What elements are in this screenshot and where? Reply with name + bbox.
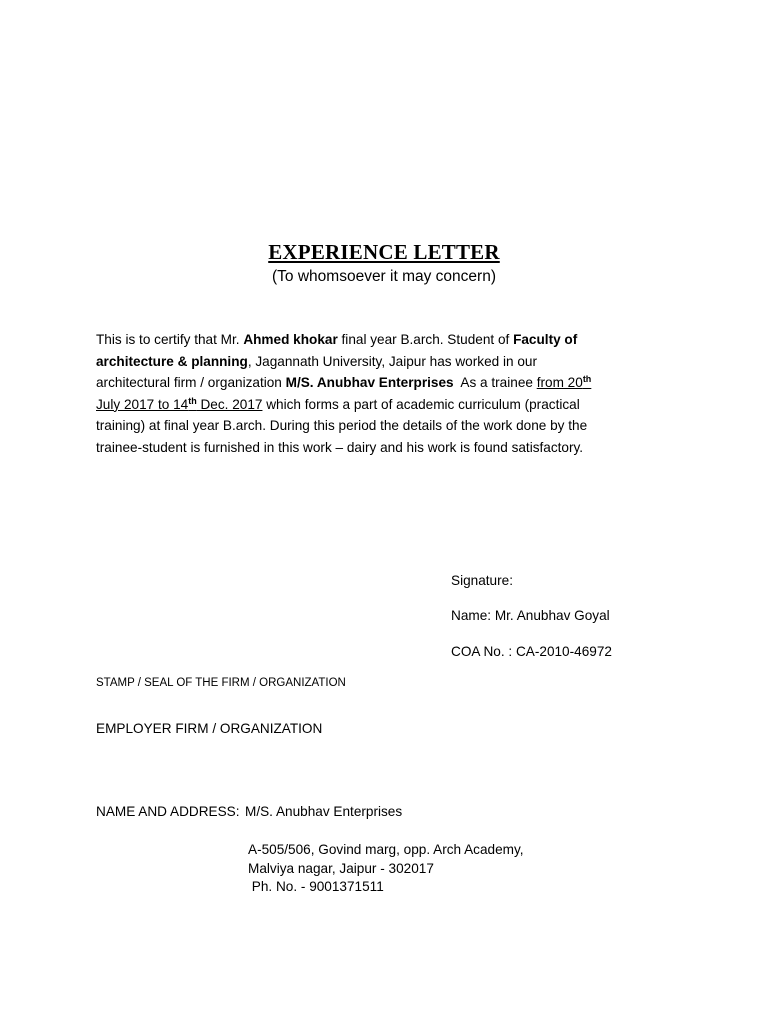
body-text: July 2017 to 14 [96, 396, 189, 412]
body-line-5: training) at final year B.arch. During this period the details of the work done by the [96, 418, 588, 434]
employer-label: EMPLOYER FIRM / ORGANIZATION [96, 721, 323, 736]
body-text: Dec. 2017 [196, 396, 263, 412]
body-text: which forms a part of academic curriculum (practical [262, 396, 580, 412]
name-address-label: NAME AND ADDRESS: [96, 804, 240, 819]
student-name: Ahmed khokar [243, 332, 338, 347]
body-line-3 [96, 372, 616, 394]
training-period [96, 397, 262, 412]
firm-name: M/S. Anubhav Enterprises [245, 804, 403, 819]
body-line-1 [96, 329, 616, 351]
certificate-body [96, 329, 616, 459]
body-text: architectural firm / organization [96, 375, 286, 391]
training-start [537, 375, 592, 390]
firm-name-bold: M/S. Anubhav Enterprises [285, 375, 454, 391]
phone-number: Ph. No. - 9001371511 [248, 879, 384, 894]
address-line-1: A-505/506, Govind marg, opp. Arch Academy, [248, 842, 524, 857]
faculty-name: Faculty of [513, 332, 578, 347]
coa-number: COA No. : CA-2010-46972 [451, 644, 612, 659]
body-text: , Jagannath University, Jaipur has worked in our [247, 353, 537, 369]
signature-label: Signature: [451, 573, 513, 588]
superscript: th [188, 395, 197, 406]
body-text: final year B.arch. Student of [337, 332, 514, 347]
superscript: th [582, 374, 592, 385]
body-text: from 20 [536, 375, 583, 391]
body-line-2 [96, 351, 616, 373]
address-line-2: Malviya nagar, Jaipur - 302017 [248, 861, 434, 876]
faculty-name: architecture & planning [96, 353, 248, 369]
body-line-4 [96, 394, 616, 416]
stamp-seal-label: STAMP / SEAL OF THE FIRM / ORGANIZATION [96, 677, 346, 689]
body-text: This is to certify that Mr. [96, 332, 244, 347]
letter-subtitle: (To whomsoever it may concern) [272, 268, 496, 285]
body-text: As a trainee [453, 375, 537, 391]
signatory-name: Name: Mr. Anubhav Goyal [451, 608, 610, 623]
letter-title: EXPERIENCE LETTER [268, 240, 500, 264]
body-line-6: trainee-student is furnished in this work – dairy and his work is found satisfactory. [96, 439, 584, 455]
